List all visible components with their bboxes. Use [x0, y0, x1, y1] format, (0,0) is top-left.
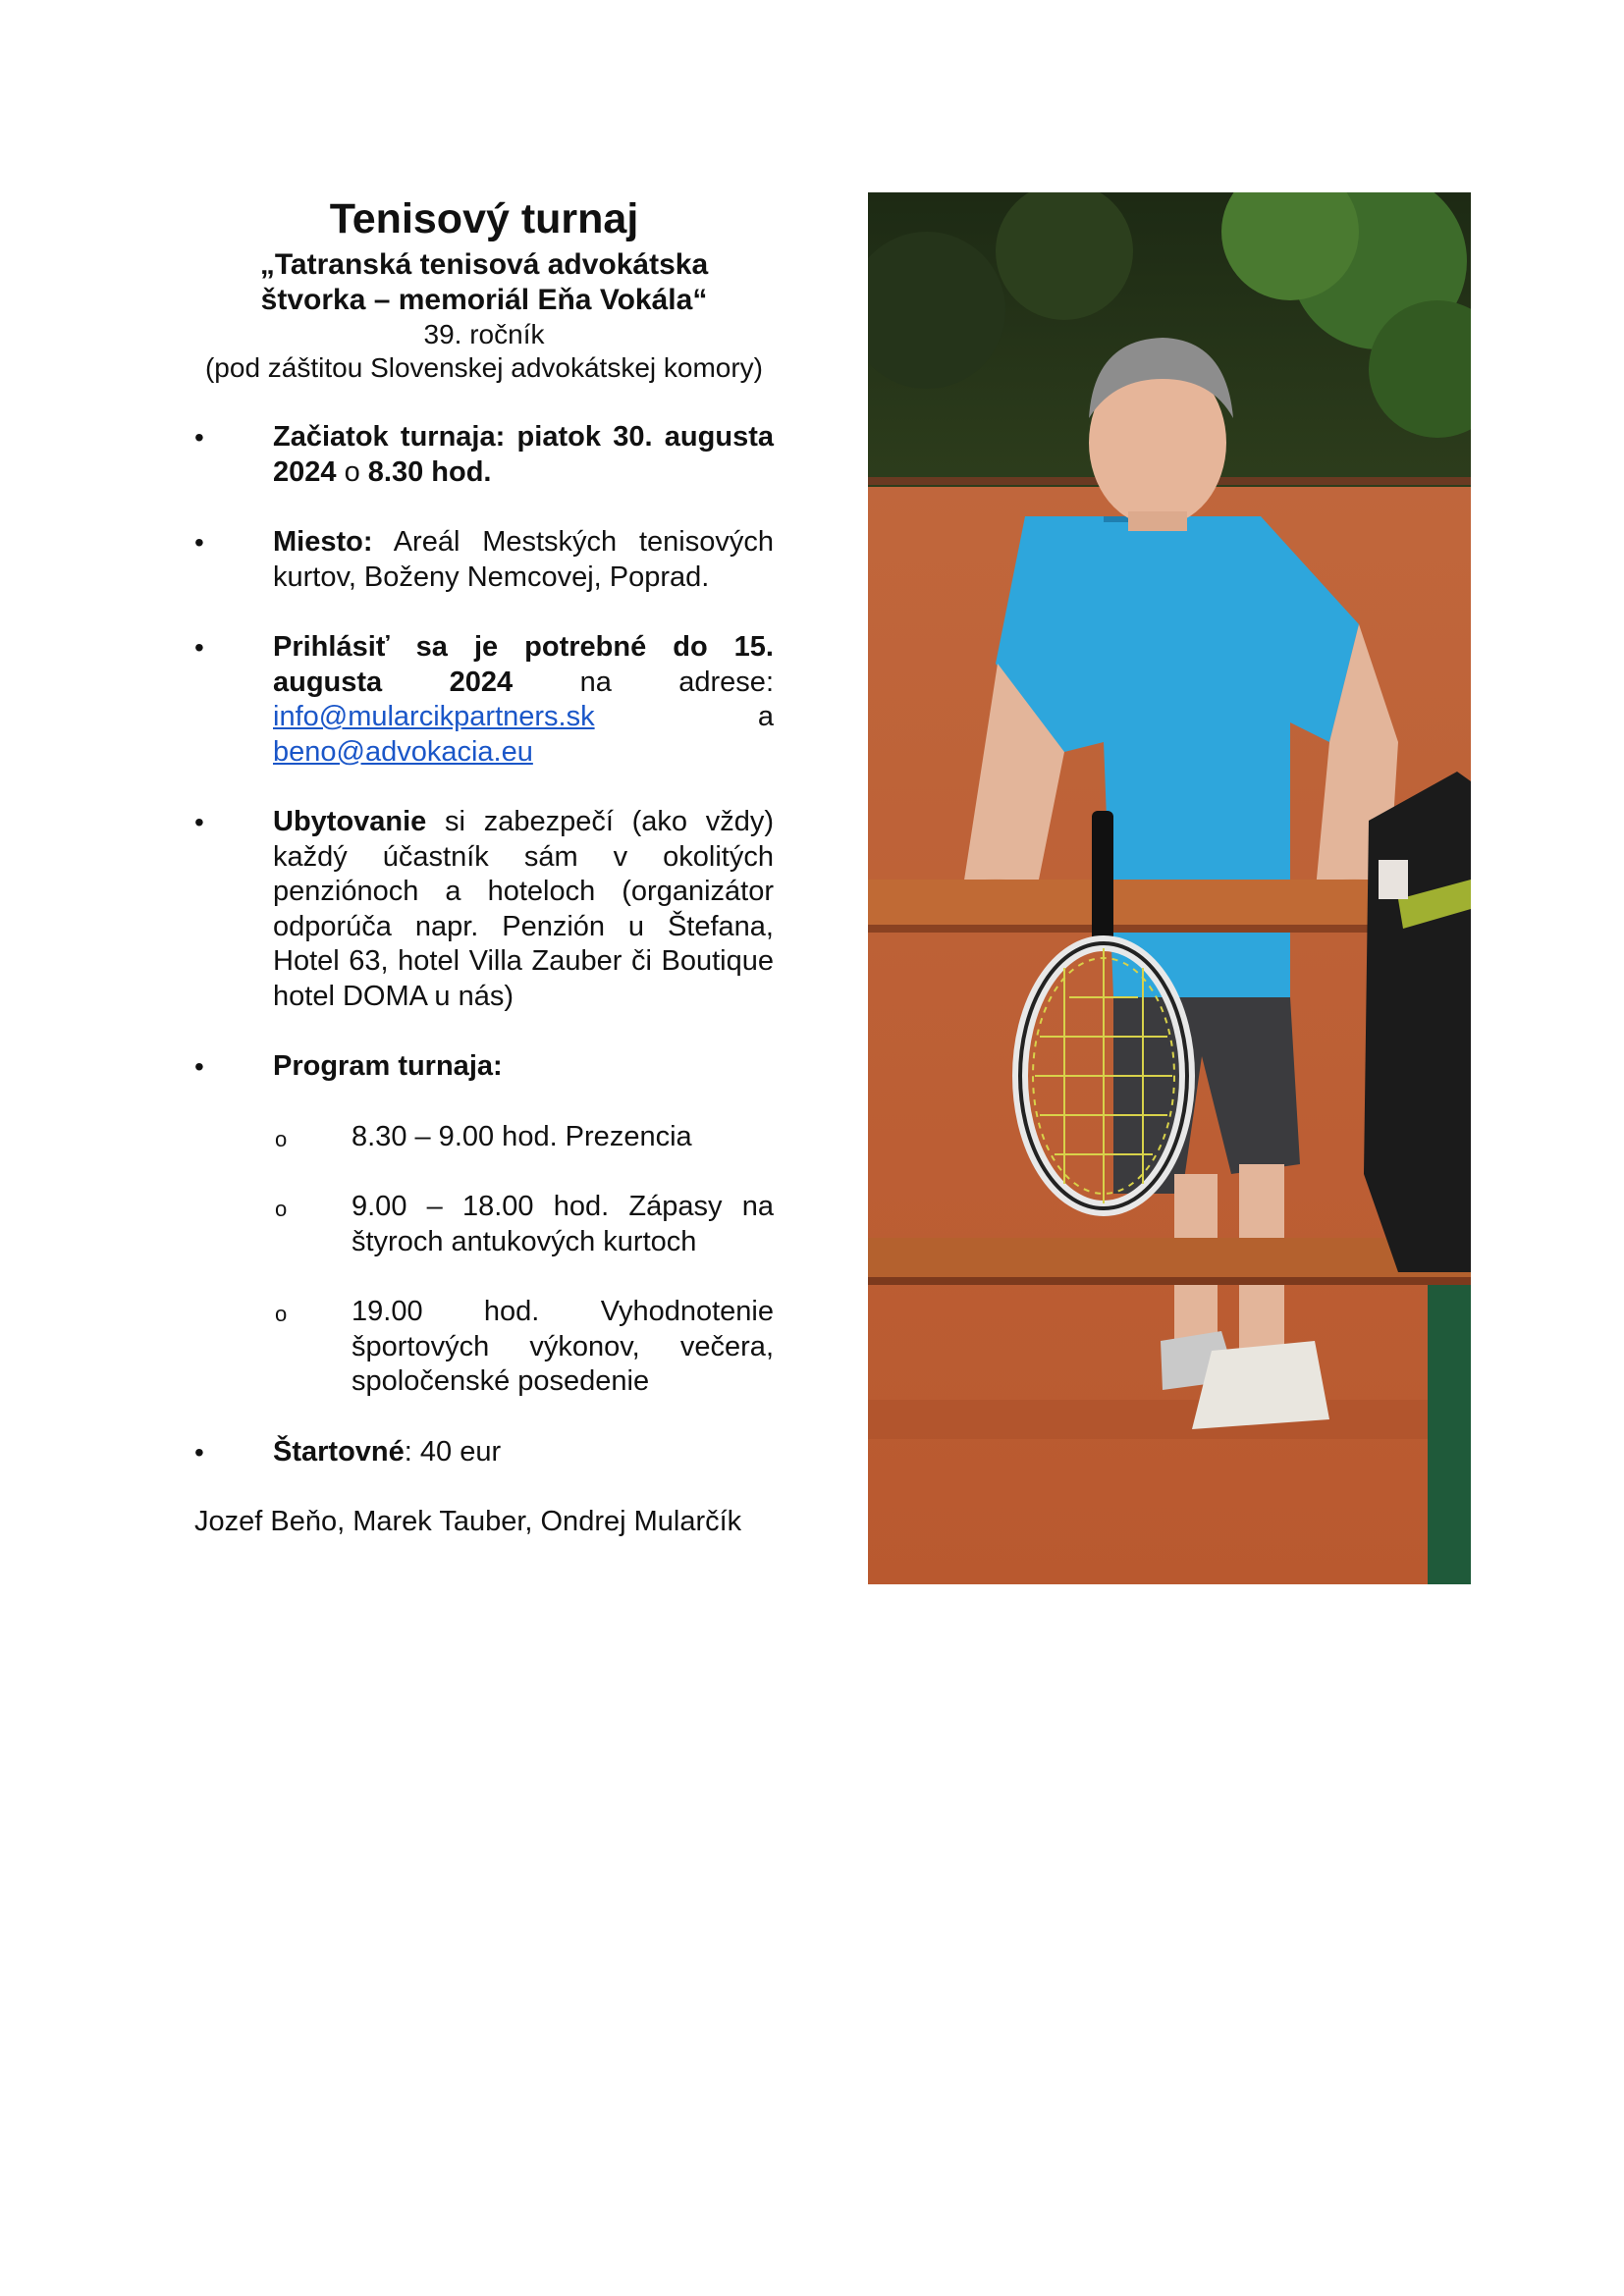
accommodation-label: Ubytovanie	[273, 806, 427, 837]
sub-bullet-icon: o	[275, 1197, 288, 1221]
program-entry-text: 8.30 – 9.00 hod. Prezencia	[352, 1120, 692, 1152]
place-value: Areál Mestských tenisových kurtov, Boženy Nemcovej, Poprad.	[273, 526, 774, 593]
text-column	[194, 192, 774, 1539]
accommodation-text: si zabezpečí (ako vždy) každý účastník sám v okolitých penziónoch a hoteloch (organizátor odporúča napr. Penzión u Štefana, Hotel 63, hotel Villa Zauber či Boutique hotel DOMA u nás)	[273, 806, 775, 1012]
list-item-register	[194, 630, 774, 770]
bullet-icon: •	[194, 1436, 204, 1468]
program-list	[273, 1120, 774, 1400]
list-item-fee	[194, 1435, 774, 1470]
email-link-beno[interactable]: beno@advokacia.eu	[273, 735, 533, 768]
start-label: Začiatok turnaja: piatok 30. augusta 2024	[273, 421, 774, 488]
info-list	[194, 420, 774, 1469]
fee-label: Štartovné	[273, 1435, 405, 1468]
start-connector: o	[344, 455, 360, 488]
bullet-icon: •	[194, 527, 204, 558]
start-time: 8.30 hod.	[367, 455, 492, 488]
program-entry	[273, 1295, 774, 1400]
list-item-program	[194, 1049, 774, 1400]
register-label: Prihlásiť sa je potrebné do 15. augusta 2024	[273, 631, 774, 698]
page-title: Tenisový turnaj	[329, 195, 639, 242]
program-entry-text: 19.00 hod. Vyhodnotenie športových výkonov, večera, spoločenské posedenie	[352, 1296, 774, 1397]
program-label: Program turnaja:	[273, 1050, 503, 1082]
list-item-accommodation	[194, 805, 774, 1014]
subtitle-line-1: „Tatranská tenisová advokátska	[259, 248, 709, 281]
fee-value: : 40 eur	[404, 1435, 502, 1468]
patronage: (pod záštitou Slovenskej advokátskej komory)	[204, 352, 764, 383]
subtitle-line-2: štvorka – memoriál Eňa Vokála“	[260, 284, 708, 316]
bullet-icon: •	[194, 807, 204, 837]
register-and: a	[757, 701, 774, 732]
photo-illustration	[868, 192, 1471, 1584]
list-item-place	[194, 525, 774, 595]
program-entry-text: 9.00 – 18.00 hod. Zápasy na štyroch antukových kurtoch	[352, 1191, 774, 1257]
tennis-player-photo	[868, 192, 1471, 1584]
edition: 39. ročník	[423, 319, 545, 349]
signature: Jozef Beňo, Marek Tauber, Ondrej Mularčík	[194, 1506, 742, 1537]
register-text: na adrese:	[579, 666, 774, 698]
sub-bullet-icon: o	[275, 1302, 288, 1326]
program-entry	[273, 1120, 774, 1155]
program-entry	[273, 1190, 774, 1259]
email-link-info[interactable]: info@mularcikpartners.sk	[273, 701, 595, 732]
sub-bullet-icon: o	[275, 1126, 288, 1151]
bullet-icon: •	[194, 1051, 204, 1082]
list-item-start	[194, 420, 774, 490]
bullet-icon: •	[194, 422, 204, 453]
bullet-icon: •	[194, 632, 204, 663]
place-label: Miesto:	[273, 526, 373, 558]
